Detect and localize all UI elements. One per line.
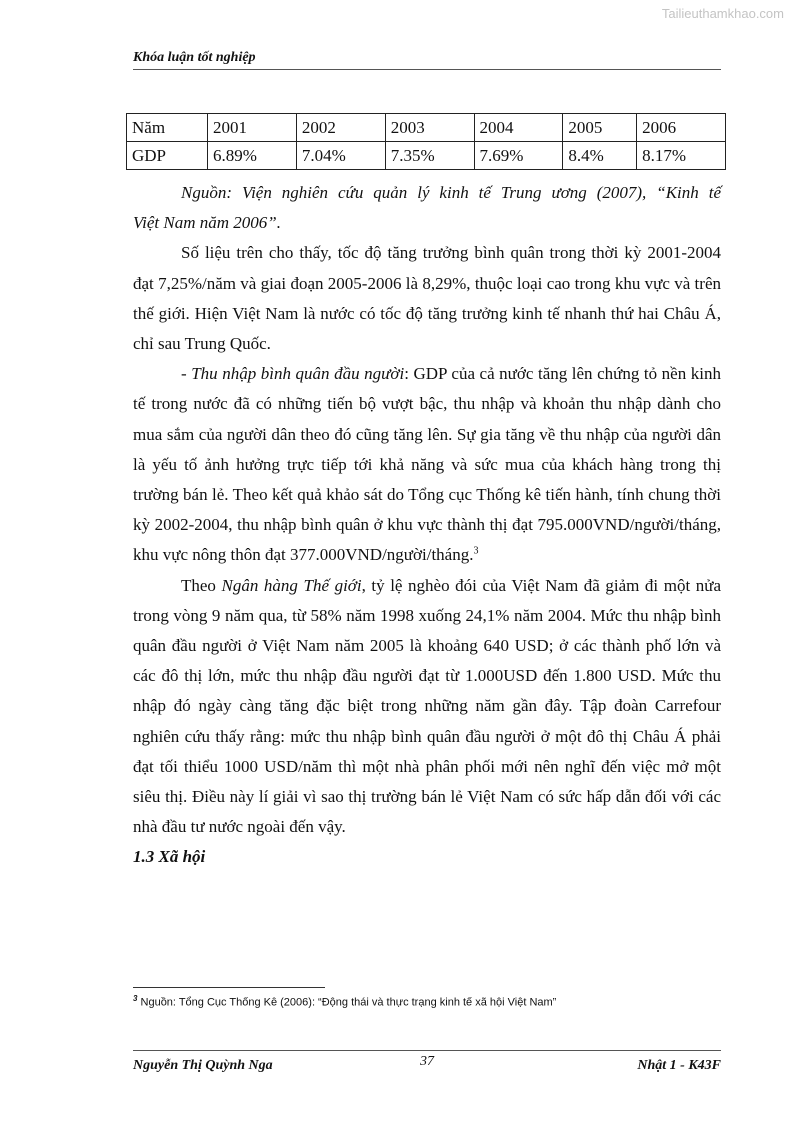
footnote-mark: 3 bbox=[133, 994, 138, 1003]
table-source-line-2: Việt Nam năm 2006”. bbox=[133, 213, 281, 233]
table-cell: 7.35% bbox=[385, 142, 474, 170]
table-cell: 7.04% bbox=[296, 142, 385, 170]
table-cell: 2004 bbox=[474, 114, 563, 142]
footer-divider bbox=[133, 1050, 721, 1051]
footnote-text: Nguồn: Tổng Cục Thống Kê (2006): “Động thái và thực trạng kinh tế xã hội Việt Nam” bbox=[137, 996, 557, 1009]
gdp-growth-table bbox=[126, 113, 726, 170]
footnote-divider bbox=[133, 987, 325, 988]
table-cell: GDP bbox=[127, 142, 208, 170]
table-cell: 2006 bbox=[637, 114, 726, 142]
paragraph-growth-rate: Số liệu trên cho thấy, tốc độ tăng trưởng bình quân trong thời kỳ 2001-2004 đạt 7,25%/năm và giai đoạn 2005-2006 là 8,29%, thuộc loại cao trong khu vực và trên thế giới. Hiện Việt Nam là nước có tốc độ tăng trưởng kinh tế nhanh thứ hai Châu Á, chỉ sau Trung Quốc. bbox=[133, 243, 721, 354]
table-cell: 2005 bbox=[563, 114, 637, 142]
page-number: 37 bbox=[420, 1054, 434, 1069]
body-text bbox=[133, 178, 721, 873]
running-header: Khóa luận tốt nghiệp bbox=[133, 50, 256, 65]
paragraph-world-bank bbox=[133, 571, 721, 843]
footer-class: Nhật 1 - K43F bbox=[637, 1058, 721, 1073]
table-cell: 2002 bbox=[296, 114, 385, 142]
table-cell: 7.69% bbox=[474, 142, 563, 170]
paragraph-income bbox=[133, 359, 721, 570]
running-footer bbox=[133, 1054, 721, 1080]
table-row-year bbox=[127, 114, 726, 142]
theo-prefix: Theo bbox=[181, 575, 222, 595]
table-cell: 2001 bbox=[208, 114, 297, 142]
table-cell: Năm bbox=[127, 114, 208, 142]
table-cell: 6.89% bbox=[208, 142, 297, 170]
table-cell: 2003 bbox=[385, 114, 474, 142]
footer-author: Nguyễn Thị Quỳnh Nga bbox=[133, 1058, 273, 1073]
income-term: Thu nhập bình quân đầu người bbox=[191, 364, 405, 384]
footnote bbox=[133, 994, 721, 1009]
footnote-reference: 3 bbox=[473, 545, 479, 557]
world-bank-term: Ngân hàng Thế giới bbox=[221, 575, 362, 595]
watermark: Tailieuthamkhao.com bbox=[661, 6, 784, 21]
section-heading: 1.3 Xã hội bbox=[133, 847, 206, 867]
dash-prefix: - bbox=[181, 364, 192, 384]
table-source-line-1: Nguồn: Viện nghiên cứu quản lý kinh tế Trung ương (2007), “Kinh tế bbox=[181, 183, 721, 202]
income-text: : GDP của cả nước tăng lên chứng tỏ nền kinh tế trong nước đã có những tiến bộ vượt bậc, thu nhập và khoản thu nhập dành cho mua sắm của người dân theo đó cũng tăng lên. Sự gia tăng về thu nhập của người dân là yếu tố ảnh hưởng trực tiếp tới khả năng và sức mua của khách hàng trong thị trường bán lẻ. Theo kết quả khảo sát do Tổng cục Thống kê tiến hành, tính chung thời kỳ 2002-2004, thu nhập bình quân ở khu vực thành thị đạt 795.000VND/người/tháng, khu vực nông thôn đạt 377.000VND/người/tháng. bbox=[133, 364, 721, 565]
table-cell: 8.4% bbox=[563, 142, 637, 170]
header-divider bbox=[133, 69, 721, 70]
table-row-gdp bbox=[127, 142, 726, 170]
world-bank-text: , tỷ lệ nghèo đói của Việt Nam đã giảm đi một nửa trong vòng 9 năm qua, từ 58% năm 1998 xuống 24,1% năm 2004. Mức thu nhập bình quân đầu người ở Việt Nam năm 2005 là khoảng 640 USD; ở các thành phố lớn và các đô thị lớn, mức thu nhập đầu người đạt từ 1.000USD đến 1.800 USD. Mức thu nhập đó ngày càng tăng đặc biệt trong những năm gần đây. Tập đoàn Carrefour nghiên cứu thấy rằng: mức thu nhập bình quân đầu người ở một đô thị Châu Á phải đạt tối thiểu 1000 USD/năm thì một nhà phân phối mới nên nghĩ đến việc mở một siêu thị. Điều này lí giải vì sao thị trường bán lẻ Việt Nam có sức hấp dẫn đối với các nhà đầu tư nước ngoài đến vậy. bbox=[133, 575, 722, 837]
table-cell: 8.17% bbox=[637, 142, 726, 170]
